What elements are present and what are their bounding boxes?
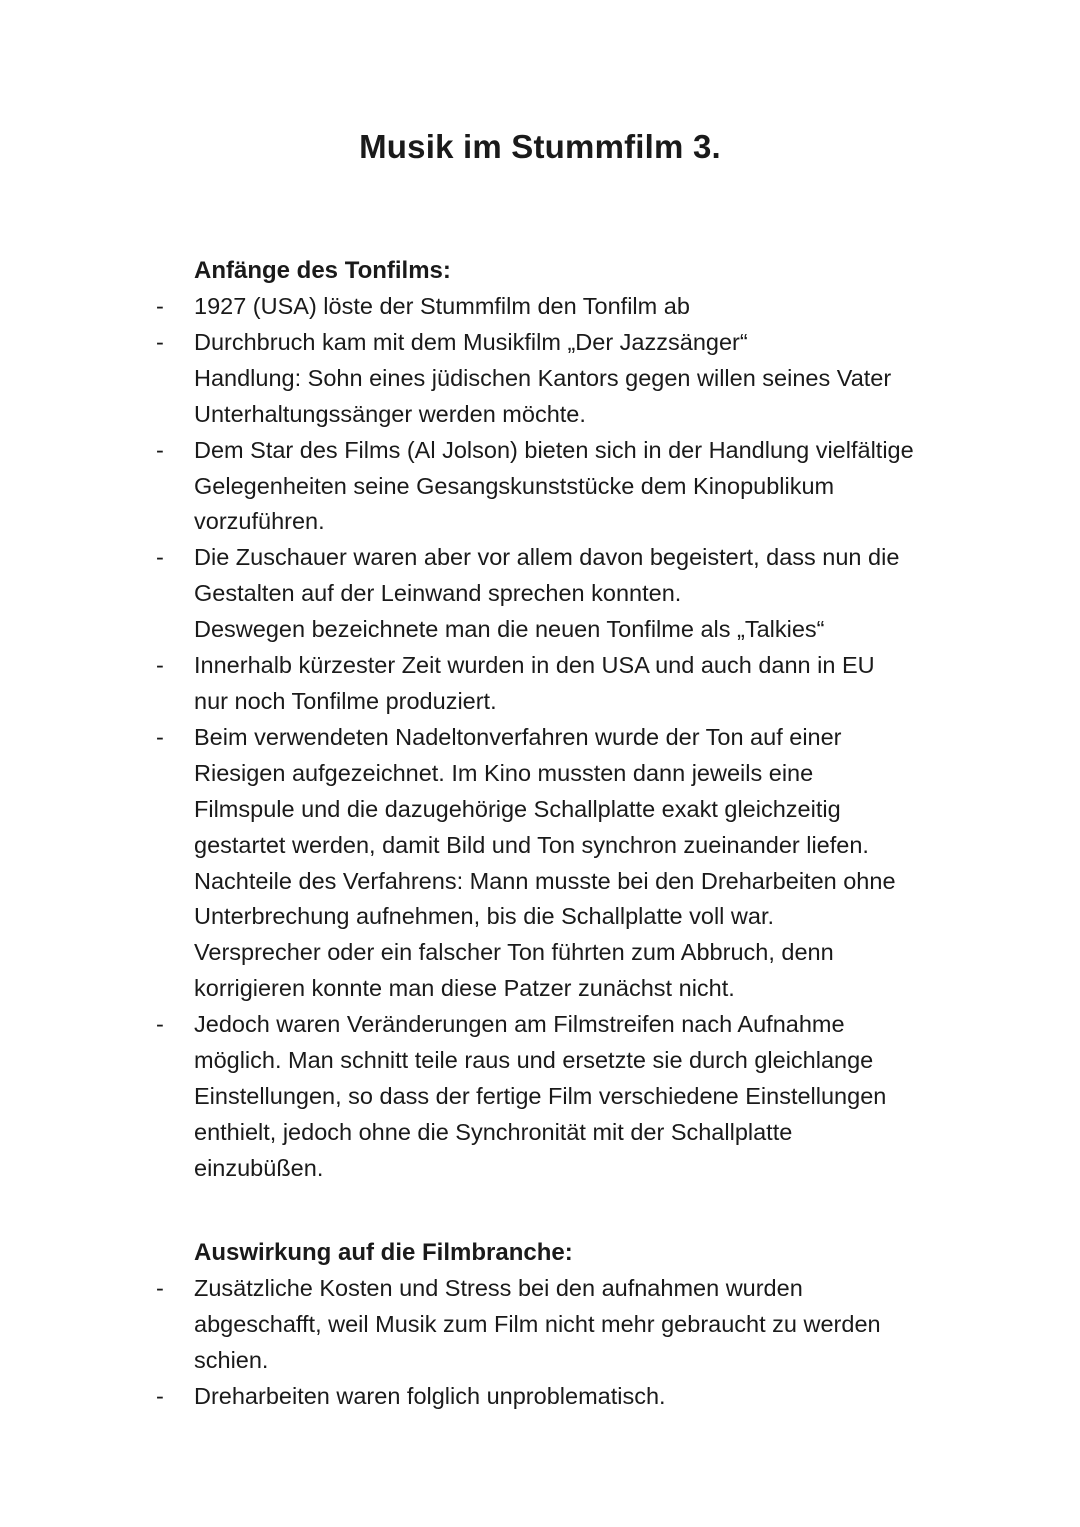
list-item-text-line: abgeschafft, weil Musik zum Film nicht mehr gebraucht zu werden <box>194 1310 881 1337</box>
bullet-list <box>0 1271 1080 1415</box>
list-item <box>0 540 974 648</box>
list-item-text-line: gestartet werden, damit Bild und Ton synchron zueinander liefen. <box>194 831 869 858</box>
list-item-text-line: nur noch Tonfilme produziert. <box>194 687 497 714</box>
list-item-text-line: Nachteile des Verfahrens: Mann musste bei den Dreharbeiten ohne <box>194 867 896 894</box>
list-item-text-line: vorzuführen. <box>194 508 325 535</box>
dash-bullet: - <box>156 723 164 750</box>
page-title: Musik im Stummfilm 3. <box>359 128 721 165</box>
list-item <box>0 1271 974 1379</box>
list-item <box>0 325 974 433</box>
list-item-text-line: Unterhaltungssänger werden möchte. <box>194 400 586 427</box>
bullet-list <box>0 289 1080 1187</box>
list-item-text-line: Unterbrechung aufnehmen, bis die Schallplatte voll war. <box>194 903 775 930</box>
list-item-text-line: Riesigen aufgezeichnet. Im Kino mussten dann jeweils eine <box>194 759 814 786</box>
list-item <box>0 648 974 720</box>
section-heading: Anfänge des Tonfilms: <box>194 257 451 284</box>
list-item-text-line: Handlung: Sohn eines jüdischen Kantors gegen willen seines Vater <box>194 364 892 391</box>
list-item <box>0 1379 974 1415</box>
dash-bullet: - <box>156 328 164 355</box>
list-item-text-line: Zusätzliche Kosten und Stress bei den aufnahmen wurden <box>194 1275 803 1301</box>
dash-bullet: - <box>156 293 164 319</box>
list-item-text-line: korrigieren konnte man diese Patzer zunächst nicht. <box>194 975 735 1002</box>
dash-bullet: - <box>156 1382 164 1409</box>
list-item <box>0 433 974 541</box>
list-item <box>0 1007 974 1187</box>
list-item-text-line: enthielt, jedoch ohne die Synchronität mit der Schallplatte <box>194 1118 793 1145</box>
list-item-text-line: Jedoch waren Veränderungen am Filmstreifen nach Aufnahme <box>194 1011 845 1038</box>
list-item-text-line: Dem Star des Films (Al Jolson) bieten sich in der Handlung vielfältige <box>194 436 914 463</box>
list-item-text-line: Beim verwendeten Nadeltonverfahren wurde der Ton auf einer <box>194 723 842 750</box>
dash-bullet: - <box>156 1275 164 1301</box>
section-anfaenge-des-tonfilms <box>0 253 1080 1187</box>
list-item-text-line: schien. <box>194 1346 269 1373</box>
list-item-text-line: einzubüßen. <box>194 1154 324 1181</box>
list-item-text-line: Filmspule und die dazugehörige Schallplatte exakt gleichzeitig <box>194 795 841 822</box>
list-item-text-line: Innerhalb kürzester Zeit wurden in den USA und auch dann in EU <box>194 652 875 679</box>
dash-bullet: - <box>156 652 164 679</box>
list-item-text-line: Gelegenheiten seine Gesangskunststücke dem Kinopublikum <box>194 472 835 499</box>
dash-bullet: - <box>156 544 164 571</box>
list-item-text-line: Durchbruch kam mit dem Musikfilm „Der Jazzsänger“ <box>194 328 748 355</box>
list-item-text-line: 1927 (USA) löste der Stummfilm den Tonfilm ab <box>194 293 690 319</box>
list-item-text-line: Dreharbeiten waren folglich unproblematisch. <box>194 1382 666 1409</box>
list-item-text-line: Die Zuschauer waren aber vor allem davon begeistert, dass nun die <box>194 544 900 571</box>
list-item-text-line: Deswegen bezeichnete man die neuen Tonfilme als „Talkies“ <box>194 616 825 643</box>
list-item <box>0 720 974 1007</box>
list-item-text-line: Versprecher oder ein falscher Ton führten zum Abbruch, denn <box>194 939 834 966</box>
list-item <box>0 289 974 325</box>
section-heading: Auswirkung auf die Filmbranche: <box>194 1239 573 1266</box>
list-item-text-line: Gestalten auf der Leinwand sprechen konnten. <box>194 580 682 607</box>
dash-bullet: - <box>156 1011 164 1038</box>
list-item-text-line: Einstellungen, so dass der fertige Film verschiedene Einstellungen <box>194 1082 887 1109</box>
section-auswirkung-auf-die-filmbranche <box>0 1235 1080 1415</box>
dash-bullet: - <box>156 436 164 463</box>
list-item-text-line: möglich. Man schnitt teile raus und ersetzte sie durch gleichlange <box>194 1047 874 1074</box>
